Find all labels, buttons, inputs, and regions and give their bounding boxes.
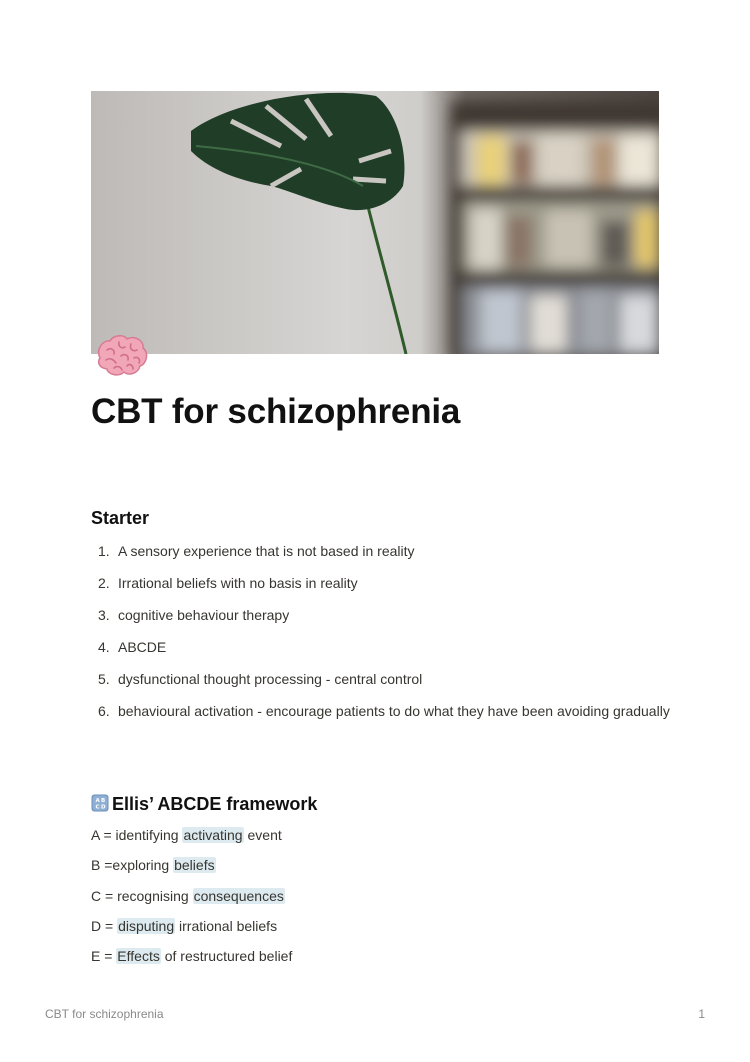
line-text: irrational beliefs (175, 918, 278, 934)
list-item-text: behavioural activation - encourage patients to do what they have been avoiding gradually (118, 703, 670, 719)
framework-heading (91, 794, 317, 815)
svg-text:A: A (95, 798, 100, 804)
highlighted-term: Effects (117, 948, 160, 964)
list-item (91, 572, 671, 595)
list-item-text: Irrational beliefs with no basis in reality (118, 575, 358, 591)
line-text: B =exploring (91, 857, 174, 873)
svg-text:B: B (101, 798, 106, 804)
list-number: 1. (98, 543, 110, 559)
svg-text:C: C (95, 804, 100, 811)
line-text: of restructured belief (160, 948, 293, 964)
footer-doc-title: CBT for schizophrenia (45, 1007, 164, 1021)
list-item-text: ABCDE (118, 639, 167, 655)
footer-page-number: 1 (698, 1007, 705, 1021)
line-text: C = recognising (91, 888, 193, 904)
highlighted-term: consequences (193, 888, 284, 904)
starter-list (91, 540, 671, 732)
list-item (91, 604, 671, 627)
framework-line-d (91, 916, 277, 936)
list-item (91, 636, 671, 659)
svg-text:D: D (101, 804, 106, 811)
list-number: 5. (98, 671, 110, 687)
brain-icon (94, 332, 150, 380)
framework-line-a (91, 825, 282, 845)
highlighted-term: disputing (118, 918, 175, 934)
list-item (91, 700, 671, 723)
framework-line-e (91, 946, 292, 966)
line-text: event (243, 827, 282, 843)
page-title: CBT for schizophrenia (91, 392, 461, 431)
line-text: A = identifying (91, 827, 183, 843)
highlighted-term: beliefs (174, 857, 215, 873)
cover-image (91, 91, 659, 354)
highlighted-term: activating (183, 827, 243, 843)
list-number: 3. (98, 607, 110, 623)
starter-heading: Starter (91, 508, 150, 528)
list-item-text: dysfunctional thought processing - central control (118, 671, 423, 687)
list-number: 4. (98, 639, 110, 655)
framework-line-b (91, 855, 216, 875)
list-item-text: A sensory experience that is not based in reality (118, 543, 415, 559)
framework-line-c (91, 886, 285, 906)
list-number: 6. (98, 703, 110, 719)
line-text: E = (91, 948, 117, 964)
line-text: D = (91, 918, 118, 934)
framework-heading-text: Ellis’ ABCDE framework (112, 794, 318, 814)
list-number: 2. (98, 575, 110, 591)
abcd-input-icon (91, 794, 109, 812)
list-item (91, 668, 671, 691)
list-item (91, 540, 671, 563)
list-item-text: cognitive behaviour therapy (118, 607, 290, 623)
